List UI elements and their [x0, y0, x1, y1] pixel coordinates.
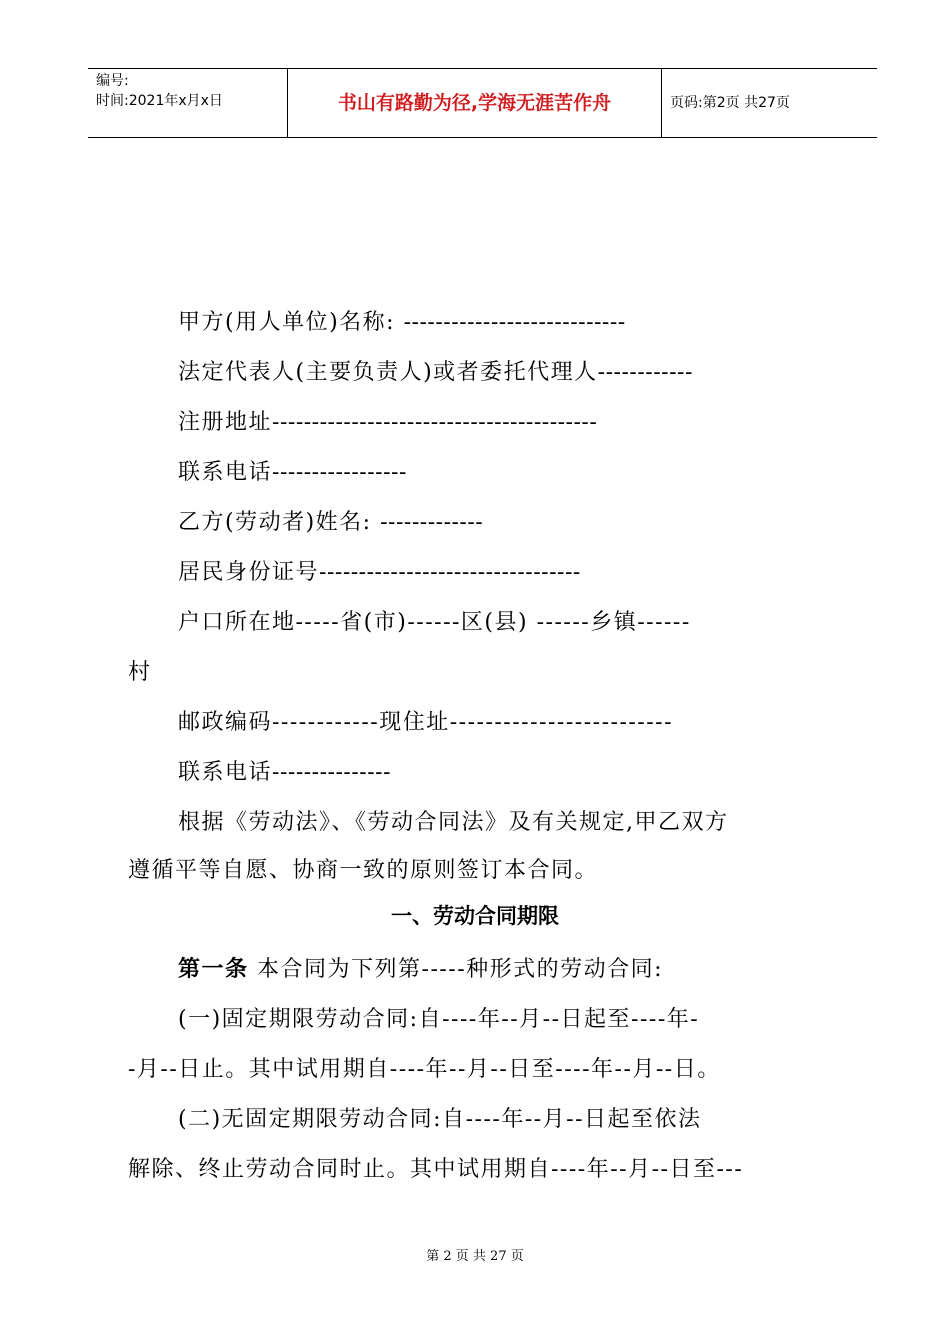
id-number-label: 居民身份证号 [178, 560, 320, 585]
fixed-term-line: (一)固定期限劳动合同:自----年--月--日起至----年- [178, 1007, 700, 1032]
header-motto: 书山有路勤为径,学海无涯苦作舟 [337, 92, 612, 114]
postal-code-address-line: 邮政编码------------现住址------------------------- [178, 710, 674, 735]
article-one-text: 本合同为下列第-----种形式的劳动合同: [248, 957, 664, 982]
article-one-label: 第一条 [178, 957, 249, 982]
fill-blank: --------------- [272, 760, 392, 785]
preamble-line-cont: 遵循平等自愿、协商一致的原则签订本合同。 [128, 858, 599, 883]
fixed-term-line-cont: -月--日止。其中试用期自----年--月--日至----年--月--日。 [128, 1057, 721, 1082]
party-a-name-line [178, 308, 626, 338]
header-page-number: 页码:第2页 共27页 [670, 95, 790, 111]
party-a-phone-line [178, 458, 407, 488]
id-number-line [178, 558, 581, 588]
party-b-name-label: 乙方(劳动者)姓名: [178, 510, 372, 535]
open-term-line: (二)无固定期限劳动合同:自----年--月--日起至依法 [178, 1107, 702, 1132]
header-divider [661, 69, 662, 137]
party-b-phone-line [178, 758, 391, 788]
article-one-line [178, 955, 663, 985]
fill-blank: ----------------------------------------- [272, 410, 598, 435]
household-registration-line-cont: 村 [128, 660, 152, 685]
party-b-name-line [178, 508, 483, 538]
fill-blank: ---------------------------- [403, 310, 626, 335]
fill-blank: ----------------- [272, 460, 407, 485]
section-title: 一、劳动合同期限 [391, 904, 559, 928]
serial-label: 编号: [96, 73, 129, 89]
fill-blank: --------------------------------- [319, 560, 581, 585]
page-footer: 第 2 页 共 27 页 [426, 1249, 524, 1264]
open-term-line-cont: 解除、终止劳动合同时止。其中试用期自----年--月--日至--- [128, 1157, 744, 1182]
fill-blank: ------------ [597, 360, 693, 385]
page-header [88, 68, 877, 138]
party-a-name-label: 甲方(用人单位)名称: [178, 310, 396, 335]
time-label: 时间:2021年x月x日 [96, 93, 223, 109]
preamble-line: 根据《劳动法》、《劳动合同法》及有关规定,甲乙双方 [178, 810, 729, 835]
phone-label: 联系电话 [178, 460, 273, 485]
legal-representative-label: 法定代表人(主要负责人)或者委托代理人 [178, 360, 598, 385]
header-meta [96, 71, 223, 111]
legal-representative-line [178, 358, 693, 388]
household-registration-line: 户口所在地-----省(市)------区(县) ------乡镇------ [178, 610, 691, 635]
fill-blank: ------------- [380, 510, 484, 535]
registered-address-line [178, 408, 597, 438]
phone-label: 联系电话 [178, 760, 273, 785]
registered-address-label: 注册地址 [178, 410, 273, 435]
